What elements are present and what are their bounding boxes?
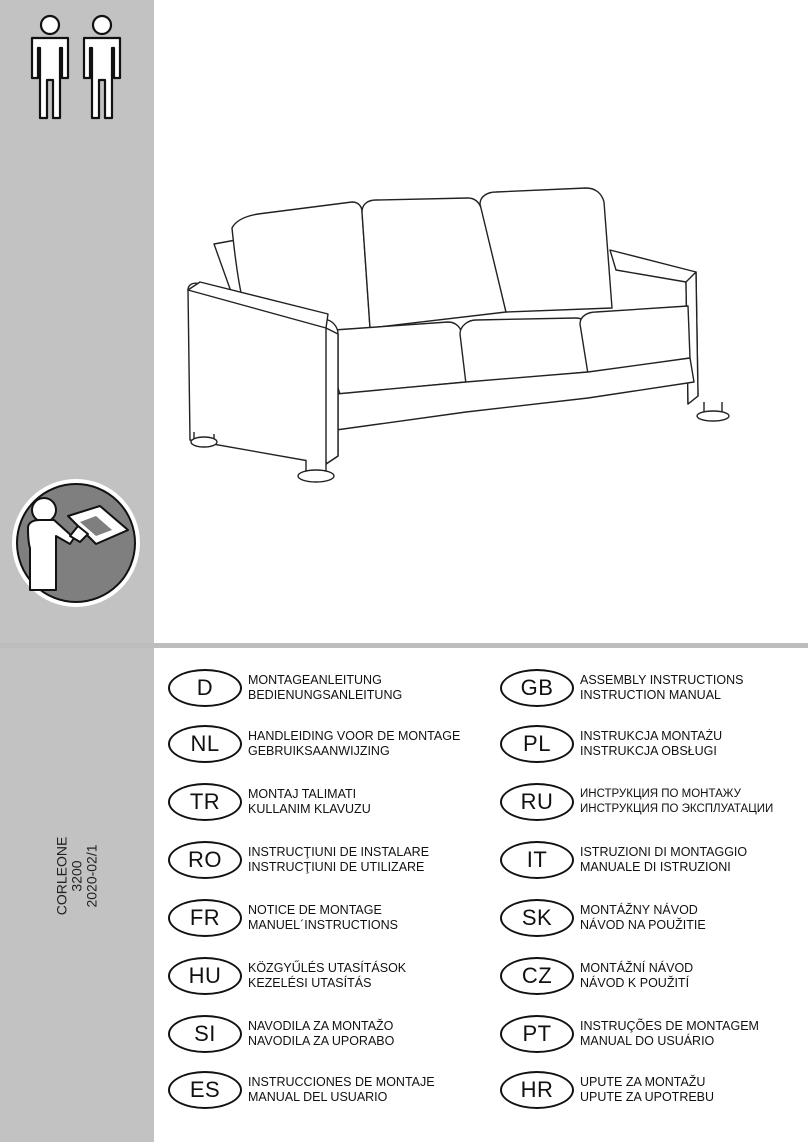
language-entry-sk [500,896,706,940]
two-persons-icon [24,12,128,124]
language-line-1: INSTRUCCIONES DE MONTAJE [248,1075,435,1089]
language-code-badge: SK [500,899,574,937]
language-code-badge: HU [168,957,242,995]
language-entry-gb [500,666,743,710]
language-line-2: UPUTE ZA UPOTREBU [580,1090,715,1104]
language-line-1: NAVODILA ZA MONTAŽO [248,1019,394,1033]
language-line-2: ИНСТРУКЦИЯ ПО ЭКСПЛУАТАЦИИ [580,803,774,815]
language-line-1: INSTRUCŢIUNI DE INSTALARE [248,845,430,859]
language-line-2: MANUEL´INSTRUCTIONS [248,918,399,932]
language-code-badge: NL [168,725,242,763]
language-line-1: KÖZGYŰLÉS UTASÍTÁSOK [248,961,407,975]
language-entry-si [168,1012,394,1056]
language-line-1: MONTÁŽNÍ NÁVOD [580,961,694,975]
language-code-badge: IT [500,841,574,879]
language-line-2: KULLANIM KLAVUZU [248,802,371,816]
language-line-2: INSTRUKCJA OBSŁUGI [580,744,717,758]
product-version: 2020-02/1 [83,844,100,908]
language-line-2: MANUALE DI ISTRUZIONI [580,860,731,874]
language-entry-nl [168,722,460,766]
language-entry-pt [500,1012,759,1056]
language-code-badge: ES [168,1071,242,1109]
language-code-badge: PL [500,725,574,763]
language-line-2: BEDIENUNGSANLEITUNG [248,688,403,702]
language-entry-hr [500,1068,714,1112]
language-line-1: MONTÁŽNY NÁVOD [580,903,698,917]
language-line-1: HANDLEIDING VOOR DE MONTAGE [248,729,461,743]
language-entry-hu [168,954,406,998]
language-line-1: ISTRUZIONI DI MONTAGGIO [580,845,748,859]
product-model: 3200 [68,860,85,892]
language-entry-d [168,666,402,710]
language-entry-tr [168,780,371,824]
language-line-1: INSTRUÇÕES DE MONTAGEM [580,1019,759,1033]
language-code-badge: SI [168,1015,242,1053]
language-entry-cz [500,954,693,998]
language-code-badge: RO [168,841,242,879]
language-code-badge: PT [500,1015,574,1053]
language-line-1: MONTAGEANLEITUNG [248,673,382,687]
product-name: CORLEONE [53,836,70,916]
language-entry-ro [168,838,429,882]
language-line-1: ИНСТРУКЦИЯ ПО МОНТАЖУ [580,788,741,800]
language-line-2: INSTRUCŢIUNI DE UTILIZARE [248,860,425,874]
language-line-2: NÁVOD K POUŽITÍ [580,976,690,990]
language-line-2: MANUAL DO USUÁRIO [580,1034,715,1048]
language-entry-it [500,838,747,882]
language-line-2: NAVODILA ZA UPORABO [248,1034,395,1048]
language-code-badge: RU [500,783,574,821]
language-line-1: ASSEMBLY INSTRUCTIONS [580,673,744,687]
language-entry-es [168,1068,435,1112]
read-manual-icon [8,478,144,608]
language-line-1: NOTICE DE MONTAGE [248,903,382,917]
language-entry-ru [500,780,773,824]
language-code-badge: GB [500,669,574,707]
language-line-2: GEBRUIKSAANWIJZING [248,744,390,758]
language-line-2: NÁVOD NA POUŽITIE [580,918,706,932]
language-entry-fr [168,896,398,940]
language-code-badge: FR [168,899,242,937]
language-line-1: MONTAJ TALIMATI [248,787,357,801]
language-code-badge: CZ [500,957,574,995]
language-code-badge: HR [500,1071,574,1109]
language-line-2: KEZELÉSI UTASÍTÁS [248,976,372,990]
language-entry-pl [500,722,722,766]
language-line-2: INSTRUCTION MANUAL [580,688,721,702]
language-line-1: UPUTE ZA MONTAŽU [580,1075,706,1089]
language-code-badge: D [168,669,242,707]
language-code-badge: TR [168,783,242,821]
language-line-1: INSTRUKCJA MONTAŻU [580,729,723,743]
three-seater-sofa-illustration [176,178,736,498]
section-divider [0,643,808,648]
language-line-2: MANUAL DEL USUARIO [248,1090,388,1104]
